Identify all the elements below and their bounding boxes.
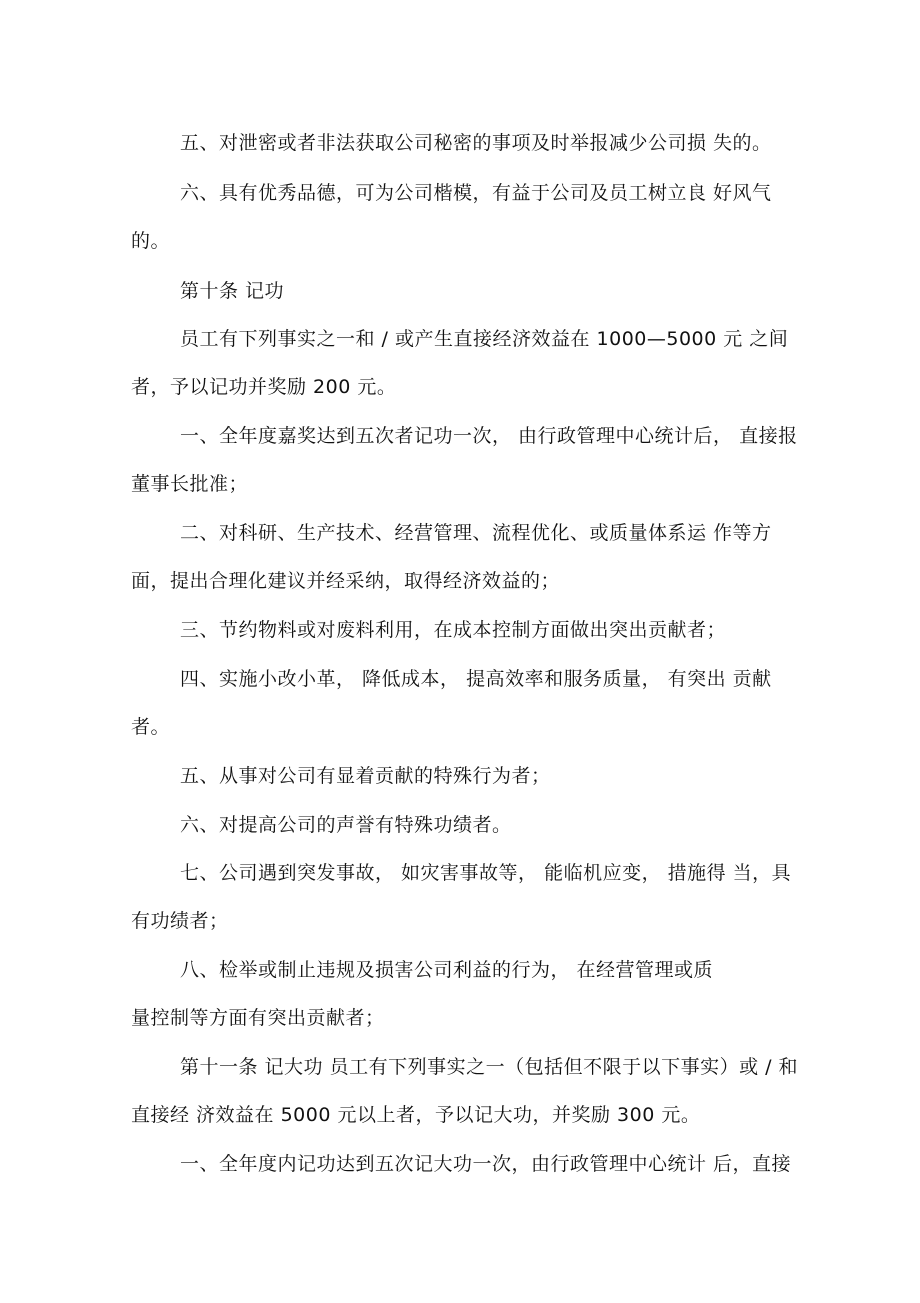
text-line: 量控制等方面有突出贡献者； (131, 1007, 385, 1029)
text-line: 五、对泄密或者非法获取公司秘密的事项及时举报减少公司损 失的。 (180, 132, 772, 154)
text-line: 六、具有优秀品德，可为公司楷模，有益于公司及员工树立良 好风气 (180, 182, 772, 204)
text-line: 二、对科研、生产技术、经营管理、流程优化、或质量体系运 作等方 (180, 522, 772, 544)
text-line: 一、全年度嘉奖达到五次者记功一次， 由行政管理中心统计后， 直接报 (180, 425, 798, 447)
text-line: 员工有下列事实之一和 / 或产生直接经济效益在 1000—5000 元 之间 (180, 328, 789, 350)
text-line: 董事长批准； (131, 473, 249, 495)
text-line: 六、对提高公司的声誉有特殊功绩者。 (180, 814, 512, 836)
text-line: 直接经 济效益在 5000 元以上者，予以记大功，并奖励 300 元。 (131, 1104, 701, 1126)
section-heading: 第十一条 记大功 员工有下列事实之一（包括但不限于以下事实）或 / 和 (180, 1056, 799, 1078)
text-line: 五、从事对公司有显着贡献的特殊行为者； (180, 765, 551, 787)
text-line: 三、节约物料或对废料利用，在成本控制方面做出突出贡献者； (180, 619, 727, 641)
text-line: 七、公司遇到突发事故， 如灾害事故等， 能临机应变， 措施得 当，具 (180, 862, 792, 884)
text-line: 者，予以记功并奖励 200 元。 (131, 376, 397, 398)
text-line: 一、全年度内记功达到五次记大功一次，由行政管理中心统计 后，直接 (180, 1153, 792, 1175)
text-line: 面，提出合理化建议并经采纳，取得经济效益的； (131, 570, 561, 592)
text-line: 有功绩者； (131, 910, 229, 932)
text-line: 八、检举或制止违规及损害公司利益的行为， 在经营管理或质 (180, 959, 714, 981)
text-line: 四、实施小改小革， 降低成本， 提高效率和服务质量， 有突出 贡献 (180, 668, 772, 690)
section-heading: 第十条 记功 (180, 280, 285, 302)
text-line: 的。 (131, 230, 171, 252)
text-line: 者。 (131, 716, 171, 738)
